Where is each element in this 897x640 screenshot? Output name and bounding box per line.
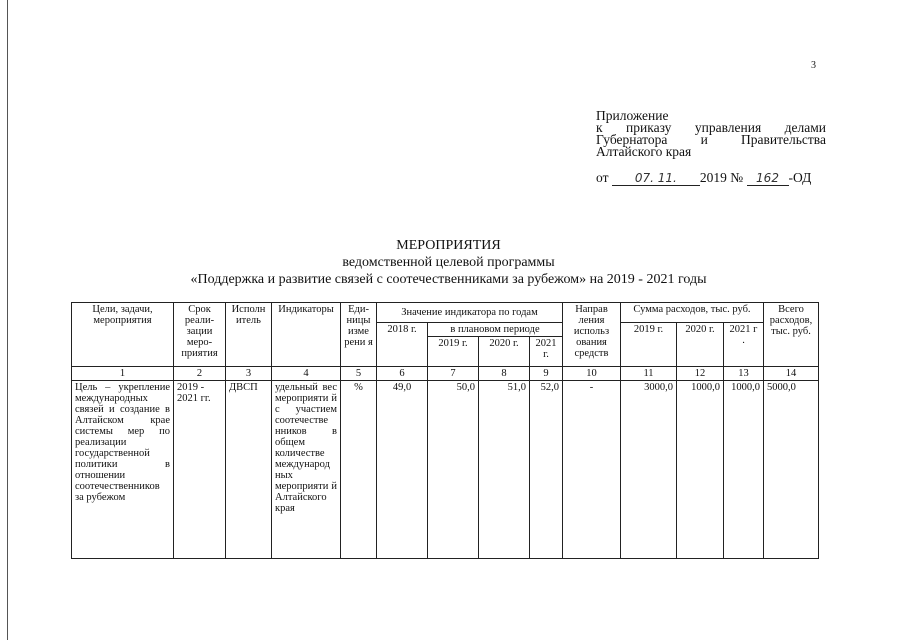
header-year-2019: 2019 г. xyxy=(428,337,479,367)
date-prefix: от xyxy=(596,170,609,185)
appendix-line-3: Губернатора и Правительства xyxy=(596,132,826,147)
term-cell: 2019 - 2021 гг. xyxy=(174,381,226,559)
expense-2021-cell: 1000,0 xyxy=(724,381,764,559)
page-number: 3 xyxy=(811,60,816,71)
column-number: 13 xyxy=(724,367,764,381)
header-year-2021: 2021 г. xyxy=(530,337,563,367)
order-date-line xyxy=(596,170,811,186)
column-number: 10 xyxy=(563,367,621,381)
order-suffix: -ОД xyxy=(788,170,812,185)
header-year-2020: 2020 г. xyxy=(479,337,530,367)
document-title: МЕРОПРИЯТИЯ xyxy=(396,238,501,253)
year-number-label: 2019 № xyxy=(699,170,744,185)
header-expenses: Сумма расходов, тыс. руб. xyxy=(621,303,764,323)
appendix-block xyxy=(596,110,826,158)
direction-cell: - xyxy=(563,381,621,559)
header-year-2018: 2018 г. xyxy=(377,323,428,367)
table-header-row xyxy=(72,303,819,323)
value-2021-cell: 52,0 xyxy=(530,381,563,559)
page-margin-line xyxy=(7,0,8,640)
table-row xyxy=(72,381,819,559)
goal-cell: Цель – укрепление международных связей и создание в Алтайском крае системы мер по реализации государственной политики в отношении соотечественников за рубежом xyxy=(72,381,174,559)
appendix-line-1: Приложение xyxy=(596,108,669,123)
column-number: 14 xyxy=(764,367,819,381)
column-number: 11 xyxy=(621,367,677,381)
appendix-line-4: Алтайского края xyxy=(596,144,692,159)
value-2019-cell: 50,0 xyxy=(428,381,479,559)
header-planned-period: в плановом периоде xyxy=(428,323,563,337)
program-name: «Поддержка и развитие связей с соотечественниками за рубежом» на 2019 - 2021 годы xyxy=(190,272,707,287)
header-expense-2020: 2020 г. xyxy=(677,323,724,367)
column-number: 3 xyxy=(226,367,272,381)
activities-table xyxy=(71,302,819,559)
handwritten-date: 07. 11. xyxy=(612,171,700,186)
expense-2020-cell: 1000,0 xyxy=(677,381,724,559)
value-2020-cell: 51,0 xyxy=(479,381,530,559)
header-goals: Цели, задачи, мероприятия xyxy=(72,303,174,367)
header-term: Срок реали-зации меро-приятия xyxy=(174,303,226,367)
value-2018-cell: 49,0 xyxy=(377,381,428,559)
appendix-line-2: к приказу управления делами xyxy=(596,120,826,135)
unit-cell: % xyxy=(341,381,377,559)
header-expense-2021: 2021 г . xyxy=(724,323,764,367)
column-number: 8 xyxy=(479,367,530,381)
header-expense-2019: 2019 г. xyxy=(621,323,677,367)
column-numbers-row xyxy=(72,367,819,381)
column-number: 9 xyxy=(530,367,563,381)
header-executor: Исполн итель xyxy=(226,303,272,367)
column-number: 1 xyxy=(72,367,174,381)
header-units: Еди-ницы изме рени я xyxy=(341,303,377,367)
column-number: 4 xyxy=(272,367,341,381)
indicator-cell: удельный вес мероприяти й с участием соотечестве нников в общем количестве международ ных мероприяти й Алтайского края xyxy=(272,381,341,559)
header-indicator-values: Значение индикатора по годам xyxy=(377,303,563,323)
column-number: 12 xyxy=(677,367,724,381)
header-indicators: Индикаторы xyxy=(272,303,341,367)
total-cell: 5000,0 xyxy=(764,381,819,559)
header-total: Всего расходов, тыс. руб. xyxy=(764,303,819,367)
header-directions: Направ ления использ ования средств xyxy=(563,303,621,367)
expense-2019-cell: 3000,0 xyxy=(621,381,677,559)
handwritten-order-number: 162 xyxy=(747,171,789,186)
executor-cell: ДВСП xyxy=(226,381,272,559)
column-number: 5 xyxy=(341,367,377,381)
column-number: 7 xyxy=(428,367,479,381)
column-number: 6 xyxy=(377,367,428,381)
column-number: 2 xyxy=(174,367,226,381)
document-subtitle: ведомственной целевой программы xyxy=(342,255,555,270)
